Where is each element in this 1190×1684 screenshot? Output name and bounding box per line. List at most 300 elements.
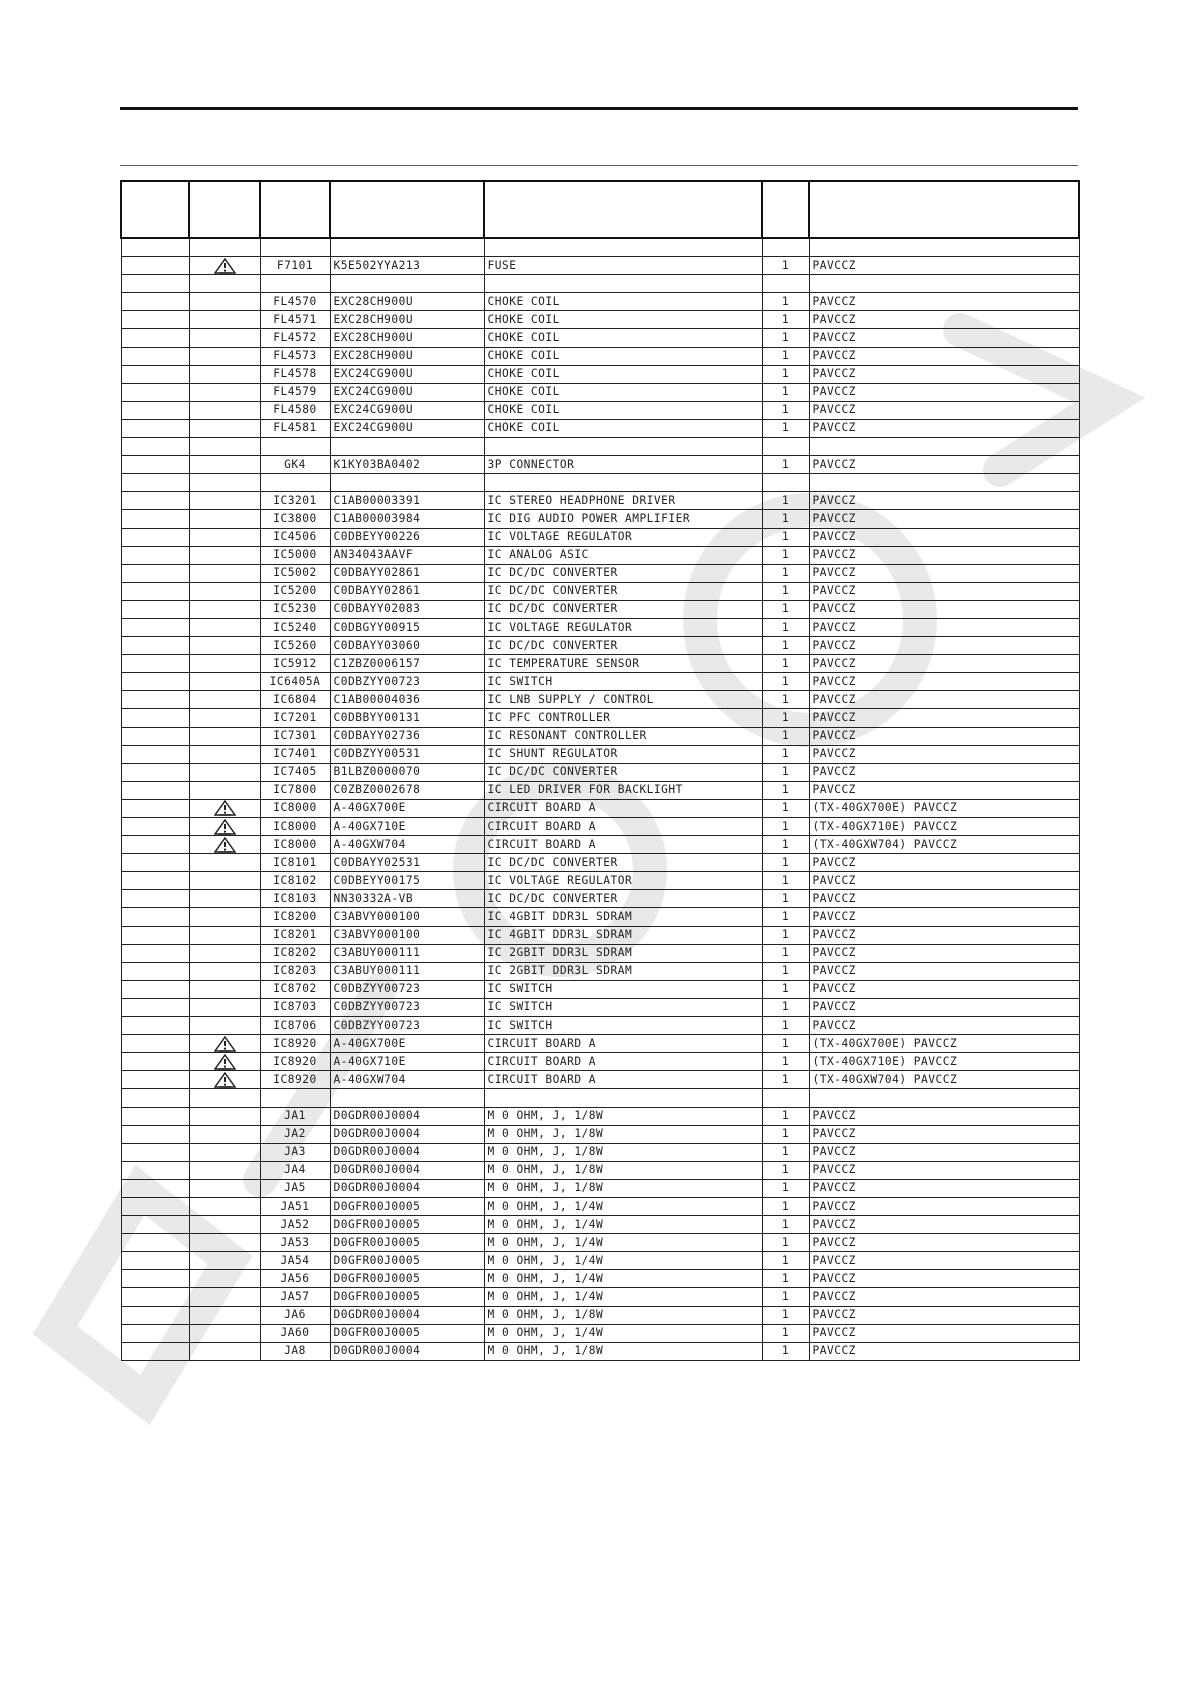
remarks-cell: (TX-40GX700E) PAVCCZ bbox=[809, 799, 1079, 817]
change-cell bbox=[121, 438, 189, 456]
quantity-cell: 1 bbox=[762, 383, 809, 401]
part-number-cell: C1AB00003984 bbox=[330, 510, 484, 528]
remarks-cell: PAVCCZ bbox=[809, 709, 1079, 727]
safety-cell bbox=[189, 1125, 260, 1143]
part-number-cell: C0DBAYY02531 bbox=[330, 854, 484, 872]
change-cell bbox=[121, 474, 189, 492]
quantity-cell: 1 bbox=[762, 836, 809, 854]
table-row bbox=[121, 781, 1079, 799]
ref-cell: IC8000 bbox=[260, 818, 330, 836]
safety-cell bbox=[189, 709, 260, 727]
change-cell bbox=[121, 1324, 189, 1342]
ref-cell: IC8201 bbox=[260, 926, 330, 944]
description-cell: IC DC/DC CONVERTER bbox=[484, 564, 762, 582]
quantity-cell: 1 bbox=[762, 1234, 809, 1252]
table-row bbox=[121, 745, 1079, 763]
table-row bbox=[121, 510, 1079, 528]
description-cell: CHOKE COIL bbox=[484, 293, 762, 311]
safety-cell bbox=[189, 763, 260, 781]
quantity-cell: 1 bbox=[762, 890, 809, 908]
remarks-cell: (TX-40GX710E) PAVCCZ bbox=[809, 818, 1079, 836]
remarks-cell: PAVCCZ bbox=[809, 564, 1079, 582]
part-number-cell: A-40GXW704 bbox=[330, 1071, 484, 1089]
remarks-cell: (TX-40GXW704) PAVCCZ bbox=[809, 1071, 1079, 1089]
part-number-cell: EXC28CH900U bbox=[330, 311, 484, 329]
table-row bbox=[121, 257, 1079, 275]
remarks-cell: PAVCCZ bbox=[809, 456, 1079, 474]
safety-cell bbox=[189, 1017, 260, 1035]
safety-cell bbox=[189, 1270, 260, 1288]
description-cell: IC LED DRIVER FOR BACKLIGHT bbox=[484, 781, 762, 799]
safety-cell bbox=[189, 998, 260, 1016]
change-cell bbox=[121, 275, 189, 293]
description-cell: FUSE bbox=[484, 257, 762, 275]
part-number-cell: C0DBEYY00226 bbox=[330, 528, 484, 546]
part-number-cell: EXC28CH900U bbox=[330, 347, 484, 365]
ref-cell: IC8000 bbox=[260, 799, 330, 817]
remarks-cell: PAVCCZ bbox=[809, 926, 1079, 944]
remarks-cell: (TX-40GX700E) PAVCCZ bbox=[809, 1035, 1079, 1053]
table-row bbox=[121, 564, 1079, 582]
ref-cell: JA53 bbox=[260, 1234, 330, 1252]
part-number-cell: C3ABUY000111 bbox=[330, 962, 484, 980]
table-row bbox=[121, 980, 1079, 998]
table-row bbox=[121, 582, 1079, 600]
ref-cell: IC5230 bbox=[260, 600, 330, 618]
change-cell bbox=[121, 257, 189, 275]
table-row bbox=[121, 1216, 1079, 1234]
ref-cell: FL4580 bbox=[260, 401, 330, 419]
remarks-cell: PAVCCZ bbox=[809, 691, 1079, 709]
description-cell: M 0 OHM, J, 1/8W bbox=[484, 1306, 762, 1324]
ref-cell: JA51 bbox=[260, 1197, 330, 1215]
part-number-cell: C0DBEYY00175 bbox=[330, 872, 484, 890]
part-number-cell: A-40GX710E bbox=[330, 818, 484, 836]
safety-cell bbox=[189, 1252, 260, 1270]
quantity-cell bbox=[762, 474, 809, 492]
table-row bbox=[121, 1125, 1079, 1143]
quantity-cell: 1 bbox=[762, 600, 809, 618]
change-cell bbox=[121, 637, 189, 655]
safety-cell bbox=[189, 329, 260, 347]
safety-cell bbox=[189, 383, 260, 401]
ref-cell: FL4570 bbox=[260, 293, 330, 311]
description-cell: M 0 OHM, J, 1/8W bbox=[484, 1161, 762, 1179]
quantity-cell bbox=[762, 438, 809, 456]
description-cell: IC DIG AUDIO POWER AMPLIFIER bbox=[484, 510, 762, 528]
safety-cell bbox=[189, 1288, 260, 1306]
change-cell bbox=[121, 781, 189, 799]
quantity-cell: 1 bbox=[762, 1342, 809, 1360]
safety-cell bbox=[189, 311, 260, 329]
safety-cell bbox=[189, 564, 260, 582]
part-number-cell: D0GDR00J0004 bbox=[330, 1143, 484, 1161]
ref-cell: IC3800 bbox=[260, 510, 330, 528]
description-cell: M 0 OHM, J, 1/8W bbox=[484, 1143, 762, 1161]
table-row bbox=[121, 383, 1079, 401]
change-cell bbox=[121, 763, 189, 781]
change-cell bbox=[121, 293, 189, 311]
safety-cell bbox=[189, 293, 260, 311]
remarks-cell: PAVCCZ bbox=[809, 510, 1079, 528]
part-number-cell: D0GDR00J0004 bbox=[330, 1107, 484, 1125]
quantity-cell: 1 bbox=[762, 1107, 809, 1125]
safety-cell bbox=[189, 257, 260, 275]
quantity-cell: 1 bbox=[762, 257, 809, 275]
description-cell: IC 2GBIT DDR3L SDRAM bbox=[484, 944, 762, 962]
remarks-cell: PAVCCZ bbox=[809, 1306, 1079, 1324]
remarks-cell: PAVCCZ bbox=[809, 329, 1079, 347]
table-row bbox=[121, 763, 1079, 781]
remarks-cell bbox=[809, 238, 1079, 257]
change-cell bbox=[121, 528, 189, 546]
table-row bbox=[121, 637, 1079, 655]
quantity-cell: 1 bbox=[762, 456, 809, 474]
ref-cell: FL4581 bbox=[260, 419, 330, 437]
quantity-cell: 1 bbox=[762, 347, 809, 365]
quantity-cell: 1 bbox=[762, 799, 809, 817]
description-cell: M 0 OHM, J, 1/8W bbox=[484, 1125, 762, 1143]
part-number-cell: EXC28CH900U bbox=[330, 293, 484, 311]
quantity-cell: 1 bbox=[762, 655, 809, 673]
safety-cell bbox=[189, 655, 260, 673]
ref-cell: IC7401 bbox=[260, 745, 330, 763]
ref-cell: IC5002 bbox=[260, 564, 330, 582]
table-row bbox=[121, 1197, 1079, 1215]
part-number-cell: C0DBAYY02736 bbox=[330, 727, 484, 745]
quantity-cell: 1 bbox=[762, 293, 809, 311]
quantity-cell: 1 bbox=[762, 510, 809, 528]
blank-row bbox=[121, 438, 1079, 456]
quantity-cell: 1 bbox=[762, 818, 809, 836]
description-cell: CHOKE COIL bbox=[484, 419, 762, 437]
remarks-cell: PAVCCZ bbox=[809, 401, 1079, 419]
table-row bbox=[121, 799, 1079, 817]
description-cell: M 0 OHM, J, 1/4W bbox=[484, 1234, 762, 1252]
parts-list-table bbox=[120, 180, 1080, 1361]
safety-cell bbox=[189, 1053, 260, 1071]
part-number-cell bbox=[330, 474, 484, 492]
table-row bbox=[121, 456, 1079, 474]
description-cell: M 0 OHM, J, 1/4W bbox=[484, 1252, 762, 1270]
safety-cell bbox=[189, 1107, 260, 1125]
table-row bbox=[121, 818, 1079, 836]
change-cell bbox=[121, 347, 189, 365]
table-row bbox=[121, 492, 1079, 510]
remarks-cell: PAVCCZ bbox=[809, 1216, 1079, 1234]
change-cell bbox=[121, 1089, 189, 1107]
part-number-cell: EXC24CG900U bbox=[330, 383, 484, 401]
part-number-cell: C0DBZYY00723 bbox=[330, 998, 484, 1016]
description-cell: CIRCUIT BOARD A bbox=[484, 1035, 762, 1053]
warning-triangle-icon bbox=[193, 837, 257, 853]
ref-cell: IC5912 bbox=[260, 655, 330, 673]
table-row bbox=[121, 908, 1079, 926]
part-number-cell bbox=[330, 238, 484, 257]
ref-cell bbox=[260, 438, 330, 456]
change-cell bbox=[121, 383, 189, 401]
ref-cell: IC3201 bbox=[260, 492, 330, 510]
description-cell: CHOKE COIL bbox=[484, 383, 762, 401]
part-number-cell: D0GFR00J0005 bbox=[330, 1234, 484, 1252]
description-cell: IC DC/DC CONVERTER bbox=[484, 763, 762, 781]
change-cell bbox=[121, 1125, 189, 1143]
table-row bbox=[121, 401, 1079, 419]
change-cell bbox=[121, 890, 189, 908]
quantity-cell: 1 bbox=[762, 1288, 809, 1306]
part-number-cell: C0DBZYY00531 bbox=[330, 745, 484, 763]
part-number-cell: C3ABVY000100 bbox=[330, 908, 484, 926]
table-row bbox=[121, 1252, 1079, 1270]
remarks-cell: PAVCCZ bbox=[809, 492, 1079, 510]
remarks-cell: PAVCCZ bbox=[809, 673, 1079, 691]
ref-cell bbox=[260, 474, 330, 492]
description-cell: IC SWITCH bbox=[484, 998, 762, 1016]
safety-cell bbox=[189, 980, 260, 998]
part-number-cell: C1AB00004036 bbox=[330, 691, 484, 709]
quantity-cell: 1 bbox=[762, 872, 809, 890]
quantity-cell: 1 bbox=[762, 745, 809, 763]
part-number-cell: C1AB00003391 bbox=[330, 492, 484, 510]
remarks-cell: PAVCCZ bbox=[809, 727, 1079, 745]
part-number-cell: D0GFR00J0005 bbox=[330, 1197, 484, 1215]
remarks-cell: PAVCCZ bbox=[809, 1179, 1079, 1197]
remarks-cell: PAVCCZ bbox=[809, 1288, 1079, 1306]
table-row bbox=[121, 1234, 1079, 1252]
table-row bbox=[121, 1270, 1079, 1288]
quantity-cell: 1 bbox=[762, 1252, 809, 1270]
safety-cell bbox=[189, 510, 260, 528]
ref-cell: JA60 bbox=[260, 1324, 330, 1342]
table-row bbox=[121, 998, 1079, 1016]
safety-cell bbox=[189, 1179, 260, 1197]
quantity-cell: 1 bbox=[762, 1216, 809, 1234]
quantity-cell: 1 bbox=[762, 1197, 809, 1215]
ref-cell: JA6 bbox=[260, 1306, 330, 1324]
ref-cell: IC7405 bbox=[260, 763, 330, 781]
description-cell: IC VOLTAGE REGULATOR bbox=[484, 618, 762, 636]
ref-cell: FL4572 bbox=[260, 329, 330, 347]
table-row bbox=[121, 673, 1079, 691]
blank-row bbox=[121, 238, 1079, 257]
safety-cell bbox=[189, 546, 260, 564]
change-cell bbox=[121, 1306, 189, 1324]
safety-cell bbox=[189, 745, 260, 763]
table-row bbox=[121, 1288, 1079, 1306]
table-row bbox=[121, 618, 1079, 636]
ref-cell: JA4 bbox=[260, 1161, 330, 1179]
part-number-cell: C0DBBYY00131 bbox=[330, 709, 484, 727]
ref-cell: IC8920 bbox=[260, 1071, 330, 1089]
safety-cell bbox=[189, 438, 260, 456]
table-row bbox=[121, 293, 1079, 311]
remarks-cell: PAVCCZ bbox=[809, 1234, 1079, 1252]
ref-cell: JA1 bbox=[260, 1107, 330, 1125]
table-row bbox=[121, 890, 1079, 908]
ref-cell: IC5240 bbox=[260, 618, 330, 636]
header-cell-change bbox=[121, 181, 189, 238]
change-cell bbox=[121, 1035, 189, 1053]
quantity-cell: 1 bbox=[762, 1270, 809, 1288]
part-number-cell: K5E502YYA213 bbox=[330, 257, 484, 275]
quantity-cell: 1 bbox=[762, 1179, 809, 1197]
ref-cell: IC7301 bbox=[260, 727, 330, 745]
part-number-cell: A-40GX710E bbox=[330, 1053, 484, 1071]
quantity-cell: 1 bbox=[762, 365, 809, 383]
ref-cell: IC8200 bbox=[260, 908, 330, 926]
part-number-cell: A-40GXW704 bbox=[330, 836, 484, 854]
ref-cell: IC8202 bbox=[260, 944, 330, 962]
part-number-cell: EXC24CG900U bbox=[330, 401, 484, 419]
ref-cell: IC8706 bbox=[260, 1017, 330, 1035]
safety-cell bbox=[189, 818, 260, 836]
remarks-cell: PAVCCZ bbox=[809, 528, 1079, 546]
remarks-cell bbox=[809, 1089, 1079, 1107]
part-number-cell: A-40GX700E bbox=[330, 799, 484, 817]
remarks-cell: PAVCCZ bbox=[809, 618, 1079, 636]
quantity-cell bbox=[762, 238, 809, 257]
ref-cell: IC5000 bbox=[260, 546, 330, 564]
safety-cell bbox=[189, 1197, 260, 1215]
warning-triangle-icon bbox=[193, 819, 257, 835]
description-cell: M 0 OHM, J, 1/4W bbox=[484, 1288, 762, 1306]
safety-cell bbox=[189, 926, 260, 944]
safety-cell bbox=[189, 275, 260, 293]
part-number-cell: D0GDR00J0004 bbox=[330, 1161, 484, 1179]
top-rule bbox=[120, 107, 1078, 110]
table-row bbox=[121, 1342, 1079, 1360]
quantity-cell: 1 bbox=[762, 854, 809, 872]
safety-cell bbox=[189, 365, 260, 383]
blank-row bbox=[121, 1089, 1079, 1107]
description-cell: CHOKE COIL bbox=[484, 365, 762, 383]
table-row bbox=[121, 854, 1079, 872]
safety-cell bbox=[189, 781, 260, 799]
change-cell bbox=[121, 1216, 189, 1234]
change-cell bbox=[121, 962, 189, 980]
table-row bbox=[121, 1179, 1079, 1197]
quantity-cell: 1 bbox=[762, 926, 809, 944]
part-number-cell: B1LBZ0000070 bbox=[330, 763, 484, 781]
part-number-cell: EXC28CH900U bbox=[330, 329, 484, 347]
table-row bbox=[121, 962, 1079, 980]
description-cell: 3P CONNECTOR bbox=[484, 456, 762, 474]
change-cell bbox=[121, 1342, 189, 1360]
safety-cell bbox=[189, 673, 260, 691]
ref-cell: IC8203 bbox=[260, 962, 330, 980]
table-row bbox=[121, 329, 1079, 347]
description-cell: IC SWITCH bbox=[484, 980, 762, 998]
safety-cell bbox=[189, 582, 260, 600]
ref-cell: JA3 bbox=[260, 1143, 330, 1161]
remarks-cell: PAVCCZ bbox=[809, 1125, 1079, 1143]
change-cell bbox=[121, 854, 189, 872]
description-cell bbox=[484, 238, 762, 257]
description-cell: IC VOLTAGE REGULATOR bbox=[484, 872, 762, 890]
change-cell bbox=[121, 1197, 189, 1215]
change-cell bbox=[121, 456, 189, 474]
table-row bbox=[121, 836, 1079, 854]
ref-cell: FL4573 bbox=[260, 347, 330, 365]
change-cell bbox=[121, 709, 189, 727]
change-cell bbox=[121, 329, 189, 347]
part-number-cell: D0GFR00J0005 bbox=[330, 1324, 484, 1342]
ref-cell: JA5 bbox=[260, 1179, 330, 1197]
part-number-cell bbox=[330, 275, 484, 293]
ref-cell: IC8702 bbox=[260, 980, 330, 998]
ref-cell: IC8920 bbox=[260, 1053, 330, 1071]
table-row bbox=[121, 546, 1079, 564]
part-number-cell: A-40GX700E bbox=[330, 1035, 484, 1053]
blank-row bbox=[121, 474, 1079, 492]
remarks-cell: PAVCCZ bbox=[809, 1197, 1079, 1215]
description-cell: IC DC/DC CONVERTER bbox=[484, 890, 762, 908]
quantity-cell: 1 bbox=[762, 998, 809, 1016]
safety-cell bbox=[189, 238, 260, 257]
remarks-cell: PAVCCZ bbox=[809, 1324, 1079, 1342]
quantity-cell: 1 bbox=[762, 329, 809, 347]
part-number-cell: C0ZBZ0002678 bbox=[330, 781, 484, 799]
quantity-cell: 1 bbox=[762, 1125, 809, 1143]
remarks-cell: PAVCCZ bbox=[809, 1342, 1079, 1360]
quantity-cell: 1 bbox=[762, 709, 809, 727]
part-number-cell: D0GFR00J0005 bbox=[330, 1270, 484, 1288]
parts-table-body bbox=[121, 238, 1079, 1360]
header-cell-part-no bbox=[330, 181, 484, 238]
quantity-cell: 1 bbox=[762, 1324, 809, 1342]
description-cell: IC DC/DC CONVERTER bbox=[484, 600, 762, 618]
table-row bbox=[121, 528, 1079, 546]
change-cell bbox=[121, 980, 189, 998]
description-cell: M 0 OHM, J, 1/8W bbox=[484, 1342, 762, 1360]
header-rule bbox=[120, 165, 1078, 166]
description-cell: IC DC/DC CONVERTER bbox=[484, 582, 762, 600]
part-number-cell: C0DBZYY00723 bbox=[330, 673, 484, 691]
description-cell: IC PFC CONTROLLER bbox=[484, 709, 762, 727]
part-number-cell: C3ABVY000100 bbox=[330, 926, 484, 944]
table-row bbox=[121, 1017, 1079, 1035]
part-number-cell: D0GDR00J0004 bbox=[330, 1306, 484, 1324]
quantity-cell: 1 bbox=[762, 564, 809, 582]
quantity-cell: 1 bbox=[762, 1143, 809, 1161]
ref-cell bbox=[260, 238, 330, 257]
safety-cell bbox=[189, 456, 260, 474]
part-number-cell: C0DBAYY02083 bbox=[330, 600, 484, 618]
part-number-cell: D0GDR00J0004 bbox=[330, 1179, 484, 1197]
safety-cell bbox=[189, 401, 260, 419]
part-number-cell: C1ZBZ0006157 bbox=[330, 655, 484, 673]
change-cell bbox=[121, 727, 189, 745]
safety-cell bbox=[189, 1324, 260, 1342]
quantity-cell: 1 bbox=[762, 582, 809, 600]
table-row bbox=[121, 944, 1079, 962]
remarks-cell: PAVCCZ bbox=[809, 365, 1079, 383]
ref-cell: IC8920 bbox=[260, 1035, 330, 1053]
quantity-cell: 1 bbox=[762, 1161, 809, 1179]
quantity-cell: 1 bbox=[762, 1071, 809, 1089]
change-cell bbox=[121, 655, 189, 673]
safety-cell bbox=[189, 691, 260, 709]
safety-cell bbox=[189, 419, 260, 437]
ref-cell: IC6804 bbox=[260, 691, 330, 709]
change-cell bbox=[121, 1107, 189, 1125]
part-number-cell: D0GDR00J0004 bbox=[330, 1342, 484, 1360]
description-cell: IC DC/DC CONVERTER bbox=[484, 637, 762, 655]
description-cell: CHOKE COIL bbox=[484, 311, 762, 329]
safety-cell bbox=[189, 727, 260, 745]
safety-cell bbox=[189, 492, 260, 510]
change-cell bbox=[121, 1161, 189, 1179]
